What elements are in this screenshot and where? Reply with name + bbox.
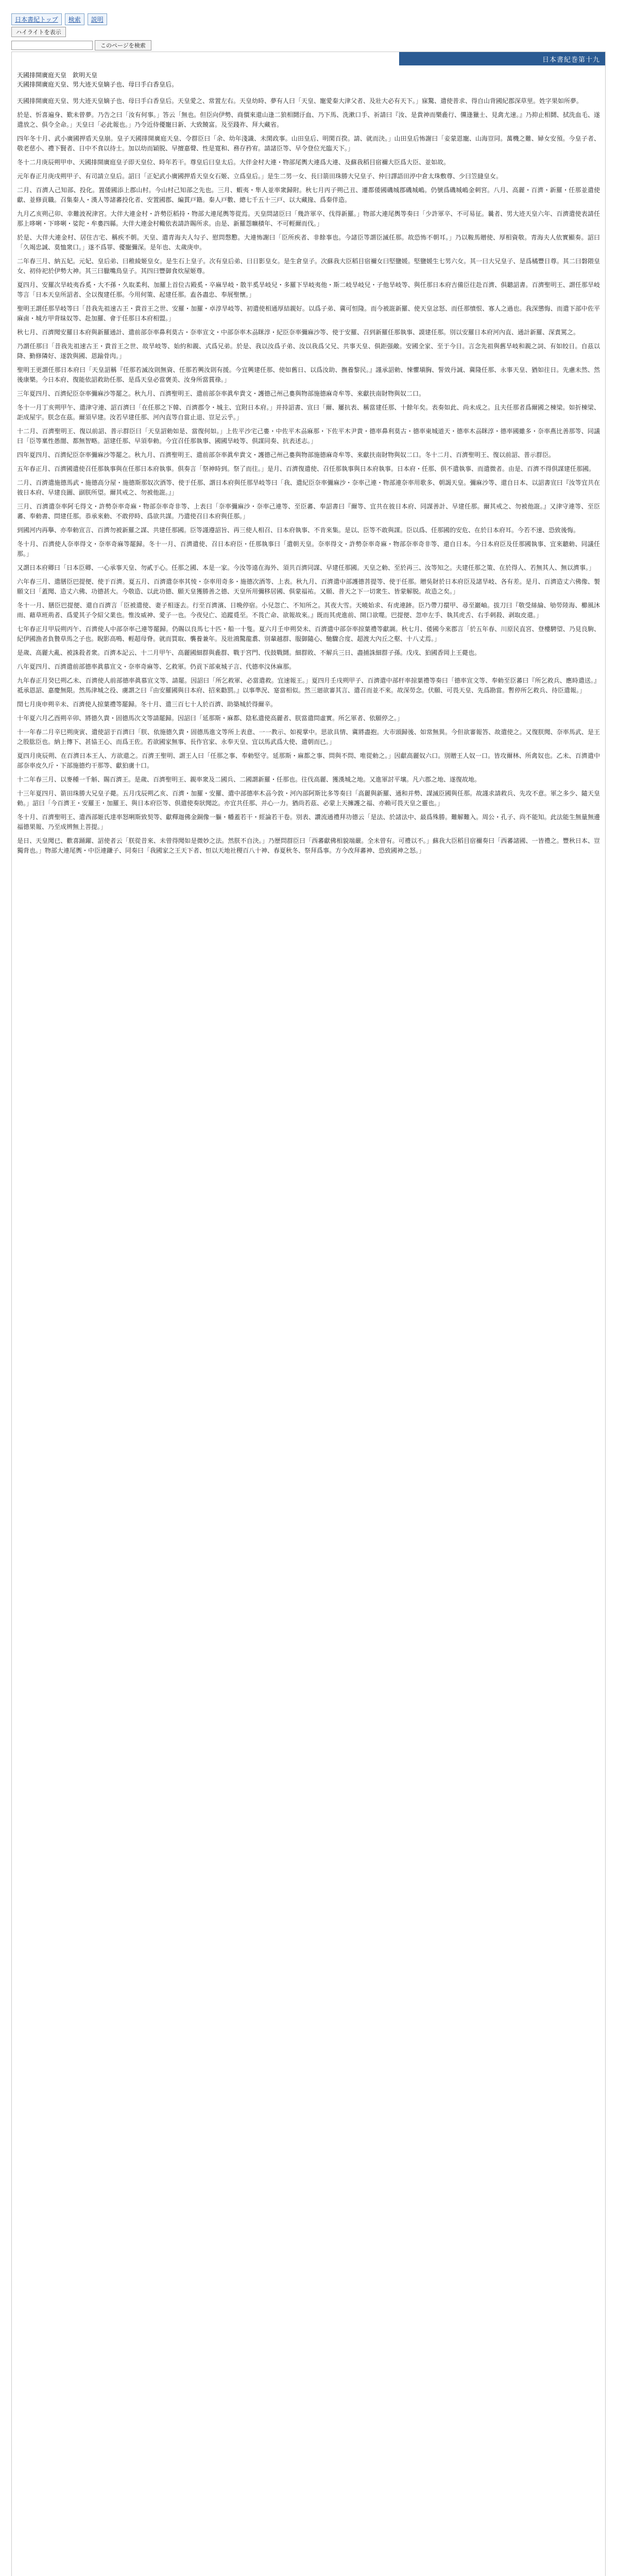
text-body — [17, 96, 600, 2576]
chapter-title: 天國排開廣庭天皇 欽明天皇 — [17, 72, 98, 79]
text-paragraph: 夏四月、安羅次旱岐夷呑奚・大不孫・久取柔利、加羅上首位古殿奚・卒麻旱岐・散半奚旱岐兒・多羅下旱岐夷他・斯二岐旱岐兒・子他旱岐等、與任那日本府吉備臣往赴百濟、俱聽詔書。百濟聖明王、謂任那旱岐等言「日本天皇所詔者、全以復建任那。今用何策、起建任那。盍各盡忠、奉展聖懷。」 — [17, 281, 600, 298]
text-paragraph: 四年夏四月、百濟紀臣奈率彌麻沙等罷之。秋九月、百濟聖明王、遣前部奈率眞牟貴文・護德己州己婁與物部施德麻奇牟等、來獻扶南財物與奴二口。冬十二月、百濟聖明王、復以前詔、普示群臣。 — [17, 451, 555, 459]
text-paragraph: 是日、天皇聞已、歡喜踊躍、詔使者云「朕從昔來、未曾得聞如是微妙之法。然朕不自決。」乃歷問群臣曰「西蕃獻佛相貌端嚴。全未曾有。可禮以不。」蘇我大臣稻目宿禰奏曰「西蕃諸國、一皆禮之。豐秋日本、豈獨背也。」物部大連尾輿・中臣連鎌子、同奏曰「我國家之王天下者、恒以天地社稷百八十神、春夏秋冬、祭拜爲事。方今改拜蕃神、恐致國神之怒。」 — [17, 837, 600, 854]
nav-link-top[interactable]: 日本書紀トップ — [11, 13, 62, 25]
text-paragraph: 冬十一月丁亥朔甲午、遣津守連、詔百濟曰「在任那之下韓、百濟郡令・城主、宜附日本府。」并持詔書、宣曰「爾、屢抗表、稱當建任那、十餘年矣。表奏如此、尚未成之。且夫任那者爲爾國之棟梁。如折棟梁、詎成屋宇。朕念在茲。爾須早建。汝若早建任那、河內直等自當止退、豈足云乎。」 — [17, 404, 600, 421]
text-paragraph: 十三年夏四月、箭田珠勝大兄皇子薨。五月戊辰朔乙亥、百濟・加羅・安羅、遣中部德率木刕今敦・河內部阿斯比多等奏曰「高麗與新羅、通和并勢、謀滅臣國與任那。故謹求請救兵、先攻不意。軍之多少、隨天皇勅。」詔曰「今百濟王・安羅王・加羅王、與日本府臣等、倶遣使奏狀聞訖。亦宜共任那、并心一力。猶尚若茲、必蒙上天擁護之福、亦賴可畏天皇之靈也。」 — [17, 790, 600, 807]
top-navigation — [11, 13, 107, 25]
page-title-bar — [399, 52, 605, 65]
text-paragraph: 十年夏六月乙酉朔辛卯、將德久貴・固德馬次文等請罷歸。因詔曰「延那斯・麻都、陰私遣使高麗者、朕當遣問虛實。所乞軍者、依願停之。」 — [17, 715, 404, 722]
chapter-heading — [17, 71, 178, 89]
text-paragraph: 十二年春三月、以麥種一千斛、賜百濟王。是歲、百濟聖明王、親率衆及二國兵、二國謂新羅・任那也。往伐高麗、獲漢城之地。又進軍討平壤。凡六郡之地、遂復故地。 — [17, 776, 481, 783]
chapter-subtitle: 天國排開廣庭天皇、男大迹天皇嫡子也、母曰手白香皇后。 — [17, 81, 178, 88]
nav-link-search[interactable]: 検索 — [65, 13, 84, 25]
text-paragraph: 閏七月庚申朔辛未、百濟使人掠葉禮等罷歸。冬十月、遣三百七十人於百濟、助築城於得爾辛。 — [17, 701, 277, 708]
text-paragraph: 冬十月、百濟使人奈率得文・奈率奇麻等罷歸。冬十一月、百濟遣使、召日本府臣・任那執事曰「遣朝天皇。奈率得文・許勢奈率奇麻・物部奈率奇非等、還自日本。今日本府臣及任那國執事、宜來聽勅、同議任那。」 — [17, 540, 600, 557]
text-paragraph: 夏四月庚辰朔、在百濟日本王人、方欲還之。百濟王聖明、謂王人曰「任那之事、奉勅堅守。延那斯・麻都之事、問與不問、唯從勅之。」因獻高麗奴六口。別贈王人奴一口。皆攻爾林、所禽奴也。乙未、百濟遣中部奈率皮久斤・下部施德灼干那等、獻狛虜十口。 — [17, 752, 600, 769]
text-paragraph: 是歲、高麗大亂、被誅殺者衆。百濟本記云、十二月甲午、高麗國細群與麁群、戰于宮門、伐鼓戰鬪。細群敗、不解兵三日、盡捕誅細群子孫。戊戌、狛國香岡上王薨也。 — [17, 649, 481, 656]
nav-link-help[interactable]: 説明 — [88, 13, 107, 25]
text-paragraph: 於是、大伴大連金村、居住吉宅、稱疾不朝。天皇、遣青海夫人勾子、慰問慇懃。大連怖謝曰「臣所疾者、非餘事也。今諸臣等謂臣滅任那。故恐怖不朝耳。」乃以鞍馬贈使、厚相資敬。青海夫人依實顯奏。詔曰「久竭忠誠、莫恤衆口。」遂不爲罪、優寵彌深。是年也、太歲庚申。 — [17, 234, 600, 251]
search-input[interactable] — [11, 41, 93, 50]
text-paragraph: 二月、百濟人己知部、投化。置倭國添上郡山村。今山村己知部之先也。三月、蝦夷・隼人並率衆歸附。秋七月丙子朔己丑、遷都倭國磯城郡磯城嶋。仍號爲磯城嶋金刺宮。八月、高麗・百濟・新羅・任那並遣使獻、並修貢職。召集秦人・漢人等諸蕃投化者、安置國郡、編貫戸籍。秦人戸數、總七千五十三戸、以大藏掾、爲秦伴造。 — [17, 187, 600, 204]
text-paragraph: 冬十一月、膳臣巴提便、還自百濟言「臣被遣使、妻子相逐去。行至百濟濱、日晩停宿。小兒忽亡、不知所之。其夜大雪。天曉始求、有虎連跡。臣乃帶刀擐甲、尋至巖岫。拔刀曰『敬受絲綸、劬勞陸海、櫛風沐雨、藉草班荊者、爲愛其子令紹父業也。惟汝威神、愛子一也。今夜兒亡、追蹤覓至。不畏亡命、欲報故來。』既而其虎進前、開口欲噬。巴提便、忽申左手、執其虎舌、右手刺殺、剥取皮還。」 — [17, 602, 600, 619]
text-paragraph: 到國河内再擧、亦奉勅宣言、百濟勿被新羅之謀、共建任那國。臣等謹遵詔旨、再三使人相召、日本府執事、不肯來集。是以、臣等不敢與謀。臣以爲、任那國的安危、在於日本府耳。今若不速、恐致後悔。 — [17, 527, 580, 534]
text-paragraph: 九月乙亥朔己卯、幸難波祝津宮。大伴大連金村・許勢臣稻持・物部大連尾輿等從焉。天皇問諸臣曰「幾許軍卒、伐得新羅。」物部大連尾輿等奏曰「少許軍卒、不可易征。曩者、男大迹天皇六年、百濟遣使表請任那上哆唎・下哆唎・娑陀・牟婁四縣。大伴大連金村輙依表請許賜所求。由是、新羅怨曠積年、不可輕爾而伐。」 — [17, 210, 600, 227]
page-title: 日本書紀巻第十九 — [542, 56, 600, 64]
text-paragraph: 五年春正月、百濟國遣使召任那執事與在任那日本府執事。倶奏言「祭神時到。祭了而往。」是月、百濟復遣使、召任那執事與日本府執事。日本府・任那、倶不遣執事、而遣微者。由是、百濟不得倶謀建任那國。 — [17, 465, 595, 472]
text-paragraph: 乃謂任那曰「昔我先祖速古王・貴首王之世、故旱岐等、始約和親、式爲兄弟。於是、我以汝爲子弟、汝以我爲父兄、共事天皇、俱距强敵。安國全家、至于今日。言念先祖與舊旱岐和親之詞、有如皎日。自茲以降、勤修隣好、遂敦與國、恩踰骨肉。」 — [17, 343, 600, 360]
search-button[interactable]: このページを検索 — [95, 40, 151, 50]
text-paragraph: 秋七月、百濟聞安羅日本府與新羅通計、遣前部奈率鼻利莫古・奈率宣文・中部奈率木刕眯淳・紀臣奈率彌麻沙等、使于安羅、召到新羅任那執事、謨建任那。別以安羅日本府河內直、通計新羅、深責罵之。 — [17, 329, 580, 336]
highlight-toggle-button[interactable]: ハイライトを表示 — [11, 27, 66, 37]
text-paragraph: 三月、百濟遣奈率阿乇得文・許勢奈率奇麻・物部奈率奇非等、上表曰「奈率彌麻沙・奈率己連等、至臣蕃、奉詔書曰『爾等、宜共在彼日本府、同謀善計、早建任那。爾其戒之、勿被他誑。』又津守連等、至臣蕃、奉勅書、問建任那。恭承來勅、不敢停時、爲欲共謀。乃遣使召日本府與任那。」 — [17, 503, 600, 520]
page-search — [11, 40, 151, 50]
text-paragraph: 元年春正月庚戌朔甲子、有司請立皇后。詔曰「正妃武小廣國押盾天皇女石姬、立爲皇后。」是生二男一女、長曰箭田珠勝大兄皇子、仲曰譯語田渟中倉太珠敷尊、少曰笠縫皇女。 — [17, 173, 503, 180]
text-paragraph: 六年春三月、遣膳臣巴提便、使于百濟。夏五月、百濟遣奈率其㥄・奈率用奇多・施德次酒等、上表。秋九月、百濟遣中部護德菩提等、使于任那。贈吳財於日本府臣及諸旱岐、各有差。是月、百濟造丈六佛像、製願文曰「蓋聞、造丈六佛、功德甚大。今敬造、以此功德、願天皇獲勝善之德、天皇所用彌移居國、俱蒙福祐。又願、普天之下一切衆生、皆蒙解脱。故造之矣。」 — [17, 578, 600, 595]
text-paragraph: 於是、忻喜遍身、歎未曾夢。乃告之曰「汝有何事。」答云「無也。但臣向伊勢、商價來還山逢二狼相鬪汙血、乃下馬、洗漱口手、祈請曰『汝、是貴神而樂麁行、儻逢獵士、見禽尤速。』乃抑止相鬪、拭洗血毛、遂遣放之、俱令全命。」天皇曰「必此報也。」乃令近侍優寵日新、大致饒富。及至踐祚、拜大藏省。 — [17, 111, 600, 128]
content-frame — [11, 52, 606, 2576]
text-paragraph: 十二月、百濟聖明王、復以前詔、普示群臣曰「天皇詔勅如是、當復何如。」上佐平沙宅己婁・中佐平木刕麻那・下佐平木尹貴・德率鼻利莫古・德率東城道天・德率木刕眯淳・德率國雖多・奈率燕比善那等、同議曰「臣等稟性愚闇、都無智略。詔建任那、早須奉勅。今宜召任那執事、國國旱岐等、倶謀同奏、抗表述志。」 — [17, 428, 600, 445]
text-paragraph: 天國排開廣庭天皇、男大迹天皇嫡子也、母曰手白香皇后。天皇愛之、常置左右。天皇幼時、夢有人曰「天皇、寵愛秦大津父者、及壯大必有天下。」寐驚、遣使普求、得自山背國紀郡深草里。姓字果如所夢。 — [17, 97, 583, 105]
toolbar — [11, 27, 66, 37]
text-paragraph: 聖明王謂任那旱岐等曰「昔我先祖速古王・貴首王之世、安羅・加羅・卓淳旱岐等、初遣使相通厚結親好。以爲子弟、冀可恒隆。而今被誑新羅、使天皇忿怒、而任那憤恨、寡人之過也。我深懲悔、而遣下部中佐平麻鹵・城方甲背昧奴等、赴加羅、會于任那日本府相盟。」 — [17, 305, 600, 322]
text-paragraph: 四年冬十月、武小廣國押盾天皇崩。皇子天國排開廣庭天皇、令群臣曰「余、幼年淺識、未閑政事。山田皇后、明閑百揆。請、就而決。」山田皇后怖謝曰「妾蒙恩寵、山海豈同。萬機之難、婦女安預。今皇子者、敬老慈小、禮下賢者、日中不食以待士。加以幼而穎脱、早擅嘉聲、性是寛和、務存矜宥。請諸臣等、早令登位光臨天下。」 — [17, 135, 600, 152]
text-paragraph: 二月、百濟遣施德馬武・施德高分屋・施德斯那奴次酒等、使于任那、謂日本府與任那旱岐等曰「我、遣紀臣奈率彌麻沙・奈率己連・物部連奈率用歌多、朝謁天皇。彌麻沙等、還自日本、以詔書宣曰『汝等宜共在彼日本府、早建良圖、副朕所望。爾其戒之、勿被他誑。』」 — [17, 479, 600, 496]
text-paragraph: 二年春三月、納五妃。元妃、皇后弟、曰稚綾姬皇女。是生石上皇子。次有皇后弟、曰日影皇女。是生倉皇子。次蘇我大臣稻目宿禰女曰堅鹽媛。堅鹽媛生七男六女。其一曰大兄皇子、是爲橘豐日尊。其二曰磐隈皇女、初侍祀於伊勢大神。其三曰臘嘴鳥皇子。其四曰豐御食炊屋姬尊。 — [17, 258, 600, 275]
text-paragraph: 九年春正月癸巳朔乙未、百濟使人前部德率眞慕宣文等、請罷。因詔曰「所乞救軍、必當遣救。宜速報王。」夏四月壬戌朔甲子、百濟遣中部杆率掠葉禮等奏曰「德率宣文等、奉勅至臣蕃曰『所乞救兵、應時遣送。』祗承恩詔、嘉慶無限。然馬津城之役、虜謂之曰『由安羅國與日本府、招來勸罰。』以事準況、寔當相似。然三廻欲審其言、遣召而並不來。故深勞念。伏願、可畏天皇、先爲勘當。暫停所乞救兵、待臣遣報。」 — [17, 677, 600, 694]
text-paragraph: 冬十二月庚辰朔甲申、天國排開廣庭皇子即天皇位、時年若干。尊皇后曰皇太后。大伴金村大連・物部尾輿大連爲大連、及蘇我稻目宿禰大臣爲大臣、並如故。 — [17, 159, 450, 166]
text-paragraph: 聖明王更謂任那日本府曰「天皇詔稱『任那若滅汝則無資、任那若興汝則有援。今宜興建任那、使如舊日、以爲汝助、撫養黎民。』謹承詔勅、悚懼塡胸、誓效丹誠、冀隆任那、永事天皇、猶如往日。先慮未然、然後康樂。今日本府、復能依詔救助任那、是爲天皇必當褒美、汝身所當賞祿。」 — [17, 366, 600, 383]
text-paragraph: 十一年春二月辛巳朔庚寅、遣使詔于百濟曰「朕、依施德久貴・固德馬進文等所上表意、一一教示、如視掌中。思欲具情、冀將盡抱。大市頭歸後、如常無異。今但欲審報答、故遣使之。又復朕聞、奈率馬武、是王之股肱臣也。納上傳下、甚協王心、而爲王佐。若欲國家無事、長作官家、永奉天皇、宜以馬武爲大使、遣朝而已。」 — [17, 728, 600, 745]
text-paragraph: 三年夏四月、百濟紀臣奈率彌麻沙等罷之。秋九月、百濟聖明王、遣前部奈率眞牟貴文・護德己州己婁與物部施德麻奇牟等、來獻扶南財物與奴二口。 — [17, 390, 425, 397]
text-paragraph: 又謂日本府卿曰「日本臣卿、一心承事天皇、勿貳于心。任那之國、本是一家。今汝等遠在海外、須共百濟同謀、早建任那國。天皇之勅、至於再三、汝等知之。夫建任那之策、在於得人、若無其人、無以濟事。」 — [17, 564, 595, 571]
text-paragraph: 冬十月、百濟聖明王、遣西部姬氏達率怒唎斯致契等、獻釋迦佛金銅像一軀・幡蓋若干・經論若干卷。別表、讚流通禮拜功德云「是法、於諸法中、最爲殊勝。難解難入。周公・孔子、尚不能知。此法能生無量無邊福德果報、乃至成辨無上菩提。」 — [17, 814, 600, 831]
text-paragraph: 七年春正月甲辰朔丙午、百濟使人中部奈率己連等罷歸。仍賜以良馬七十匹・船一十隻。夏六月壬申朔癸未、百濟遣中部奈率掠葉禮等獻調。秋七月、倭國今來郡言「於五年春、川原民直宮、登樓騁望、乃見良駒、紀伊國漁者負贄草馬之子也。睨影高鳴、輕超母脊。就而買取、襲養兼年。及壯鴻驚龍翥、別輩越群、服御隨心、馳驟合度、超渡大內丘之壑、十八丈焉。」 — [17, 625, 600, 642]
text-paragraph: 八年夏四月、百濟遣前部德率眞慕宣文・奈率奇麻等、乞救軍。仍貢下部東城子言、代德率汶休麻那。 — [17, 663, 296, 670]
